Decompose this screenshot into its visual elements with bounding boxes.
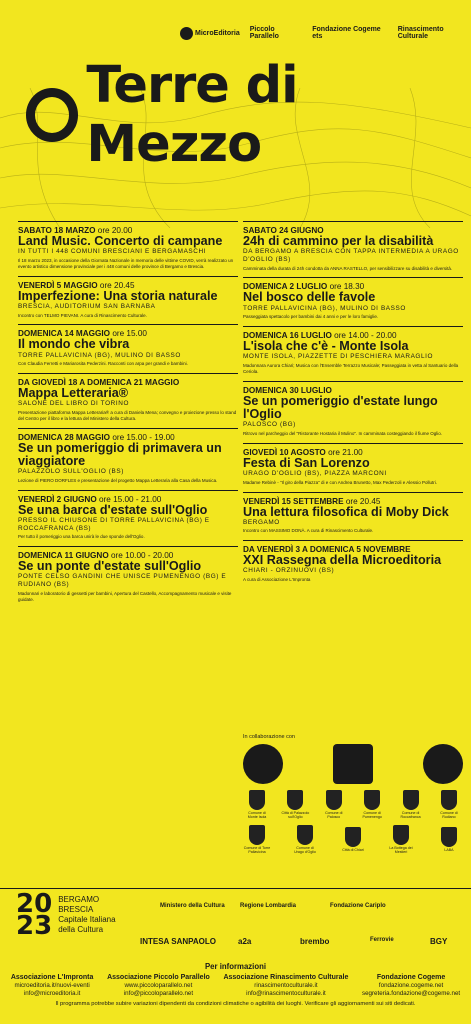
sponsor-bar (0, 888, 471, 960)
town-logo (387, 825, 415, 854)
event-title: Se una barca d'estate sull'Oglio (18, 502, 208, 517)
town-name: Comune di Torre Pallavicina (243, 846, 271, 854)
town-name: Comune di Rudiano (440, 811, 458, 819)
a2a-logo: a2a (238, 937, 252, 946)
event-divider (243, 492, 463, 493)
event-divider (243, 277, 463, 278)
town-logo (243, 825, 271, 854)
town-row-2 (243, 825, 463, 854)
event-location: PRESSO IL CHIUSONE DI TORRE PALLAVICINA (BG) E ROCCAFRANCA (BS) (18, 516, 210, 532)
partner-seal-icon (243, 744, 283, 784)
event-day: GIOVEDÌ 10 AGOSTO (243, 447, 326, 457)
event-divider (243, 326, 463, 327)
event-item[interactable] (243, 443, 463, 486)
event-title: Il mondo che vibra (18, 337, 130, 352)
event-day: SABATO 24 GIUGNO (243, 226, 324, 235)
event-divider (18, 221, 238, 222)
event-time: ore 10.00 - 20.00 (110, 551, 174, 561)
event-location: PALAZZOLO SULL'OGLIO (BS) (18, 468, 124, 476)
town-logo (358, 790, 386, 819)
event-title: Se un ponte d'estate sull'Oglio (18, 559, 202, 574)
event-location: BERGAMO (243, 518, 280, 526)
association-email[interactable]: info@microeditoria.it (23, 990, 81, 998)
event-title: Mappa Letteraria® (18, 386, 129, 401)
collaboration-section (243, 734, 463, 860)
event-location: MONTE ISOLA, PIAZZETTE DI PESCHIERA MARAGLIO (243, 353, 434, 361)
cariplo-logo: Fondazione Cariplo (330, 903, 386, 909)
town-logo (435, 827, 463, 852)
microeditoria-logo: MicroEditoria (180, 27, 240, 40)
town-crest-icon (441, 790, 457, 810)
event-divider (18, 490, 238, 491)
disclaimer: Il programma potrebbe subire variazioni dipendenti da condizioni climatiche o agibilità dei luoghi. Verificare gli aggiornamenti sui siti dedicati. (55, 1001, 416, 1008)
ministero-logo: Ministero della Cultura (160, 903, 225, 909)
event-title: Se un pomeriggio d'estate lungo l'Oglio (243, 393, 438, 421)
brembo-logo: brembo (300, 937, 330, 946)
centro-libro-logo-icon (333, 744, 373, 784)
event-divider (18, 546, 238, 547)
town-crest-icon (249, 790, 265, 810)
event-day: VENERDÌ 5 MAGGIO (18, 280, 98, 290)
town-crest-icon (345, 827, 361, 847)
town-crest-icon (393, 825, 409, 845)
event-location: PONTE CELSO GANDINI CHE UNISCE PUMENENGO (BG) E RUDIANO (BS) (18, 573, 227, 588)
event-day: DOMENICA 2 LUGLIO (243, 282, 328, 292)
collab-logo-row (243, 744, 463, 784)
event-location: PALOSCO (BG) (243, 421, 296, 429)
event-time: ore 15.00 - 21.00 (99, 494, 162, 504)
event-divider (243, 540, 463, 541)
title-text: Terre di Mezzo (86, 56, 298, 174)
event-location: SALONE DEL LIBRO DI TORINO (18, 400, 130, 408)
event-day: DOMENICA 11 GIUGNO (18, 551, 109, 561)
event-description: Lezione di PIERO DORFLES e presentazione del progetto Mappa Letteraria alla Casa della Musica. (18, 477, 218, 483)
header (0, 0, 471, 174)
event-title: XXI Rassegna della Microeditoria (243, 553, 442, 568)
event-day: SABATO 18 MARZO (18, 226, 96, 235)
event-location: IN TUTTI I 448 COMUNI BRESCIANI E BERGAMASCHI (18, 248, 207, 256)
event-day: DOMENICA 28 MAGGIO (18, 432, 111, 442)
bergamo-brescia-logo: 20 23 BERGAMO BRESCIA Capitale Italiana della Cultura (16, 889, 116, 942)
event-time: ore 18.30 (329, 282, 365, 292)
town-name: Comune di Pumenengo (362, 811, 382, 819)
event-time: ore 20.45 (99, 280, 135, 290)
town-name: Comune di Urago d'Oglio (294, 846, 316, 854)
event-description: A cura di Associazione L'Impronta (243, 577, 311, 583)
event-description: Incontro con MASSIMO DONÀ. A cura di Rinascimento Culturale. (243, 528, 374, 534)
town-name: Comune di Roccafranca (400, 811, 421, 819)
bgy-logo: BGY (430, 937, 448, 946)
town-logo (281, 790, 309, 819)
event-day: DOMENICA 30 LUGLIO (243, 385, 332, 395)
fs-logo: Ferrovie (370, 937, 394, 943)
fondazione-cogeme-logo: Fondazione Cogeme ets (312, 26, 381, 40)
event-time: ore 15.00 - 19.00 (112, 432, 175, 442)
event-location: URAGO D'OGLIO (BS), PIAZZA MARCONI (243, 469, 387, 477)
town-row-1 (243, 790, 463, 819)
event-title: 24h di cammino per la disabilità (243, 234, 434, 248)
regione-logo: Regione Lombardia (240, 903, 297, 909)
piccolo-parallelo-logo: Piccolo Parallelo (249, 26, 279, 40)
event-title: Nel bosco delle favole (243, 290, 376, 305)
partner-logos (180, 26, 471, 40)
event-time: ore 20.45 (345, 496, 381, 506)
town-name: La Bottega dei Mestieri (389, 846, 413, 854)
town-logo (320, 790, 348, 819)
town-crest-icon (287, 790, 303, 810)
event-location: TORRE PALLAVICINA (BG), MULINO DI BASSO (18, 351, 181, 359)
event-description: Madonnari e laboratorio di gessetti per bambini, Apertura del Castello, Accompagnamento musicale e visite guidate. (18, 590, 232, 602)
info-heading: Per informazioni (204, 962, 267, 971)
event-time: ore 15.00 (112, 329, 147, 339)
event-description: Con Claudia Ferretti e Mariarosita Pederzini. Racconti con arpa per grandi e bambini. (18, 361, 188, 367)
event-item[interactable] (18, 276, 238, 319)
event-description: Madonnara Aurora Chiari; Musica con l'Ensemble Terrazzo Musicale; Passeggiata in vetta al Santuario della Ceriola. (243, 363, 459, 374)
association-contact (11, 973, 94, 998)
town-name: Comune di Monte Isola (247, 811, 267, 819)
event-divider (243, 443, 463, 444)
event-divider (243, 381, 463, 382)
event-item[interactable] (243, 492, 463, 535)
town-logo (339, 827, 367, 852)
association-contact (223, 973, 348, 998)
event-divider (18, 428, 238, 429)
event-time: ore 14.00 - 20.00 (334, 331, 397, 341)
association-contact (362, 973, 460, 998)
association-site[interactable]: www.piccoloparallelo.net (124, 982, 193, 990)
event-description: Passeggiata spettacolo per bambini dai 4 anni e per le loro famiglie. (243, 314, 379, 320)
event-divider (18, 276, 238, 277)
town-name: LABA (444, 848, 454, 852)
association-contact (107, 973, 210, 998)
town-crest-icon (326, 790, 342, 810)
event-day: DOMENICA 16 LUGLIO (243, 331, 332, 341)
association-site[interactable]: microeditoria.it/nuovi-eventi (14, 982, 90, 990)
event-day: VENERDÌ 15 SETTEMBRE (243, 496, 344, 506)
association-name: Associazione L'Impronta (10, 974, 94, 981)
association-email[interactable]: info@piccoloparallelo.net (123, 990, 194, 998)
event-item[interactable] (243, 381, 463, 437)
events-right-column (243, 218, 463, 589)
association-email[interactable]: info@rinascimentoculturale.it (246, 990, 326, 998)
event-description: Il 18 marzo 2023, in occasione della Giornata Nazionale in memoria delle vittime COVID, verrà realizzato un evento artistico dimensione provinciale per i 448 comuni delle province di Bergamo e Brescia. (18, 257, 234, 269)
town-name: Comune di Palosco (325, 811, 343, 819)
association-site[interactable]: rinascimentoculturale.it (254, 982, 318, 990)
rinascimento-logo: Rinascimento Culturale (397, 26, 444, 40)
association-name: Associazione Rinascimento Culturale (223, 974, 349, 981)
event-description: Incontro con TELMO PIEVANI. A cura di Rinascimento Culturale. (18, 312, 147, 318)
association-name: Fondazione Cogeme (376, 974, 446, 981)
event-day: DA VENERDÌ 3 A DOMENICA 5 NOVEMBRE (243, 545, 411, 555)
event-item[interactable] (243, 326, 463, 375)
page-title (26, 56, 471, 174)
event-location: CHIARI - ORZINUOVI (BS) (243, 567, 335, 575)
event-item[interactable] (18, 221, 238, 270)
town-crest-icon (364, 790, 380, 810)
event-location: TORRE PALLAVICINA (BG), MULINO DI BASSO (243, 304, 406, 312)
microeditoria-icon (180, 27, 193, 40)
town-crest-icon (441, 827, 457, 847)
year-mark: 20 23 (16, 889, 53, 942)
event-location: BRESCIA, AUDITORIUM SAN BARNABA (18, 302, 156, 310)
association-site[interactable]: fondazione.cogeme.net (378, 982, 444, 990)
event-title: Festa di San Lorenzo (243, 455, 370, 470)
association-name: Associazione Piccolo Parallelo (107, 974, 210, 981)
event-description: Camminata della durata di 24h condotta da ANNA RASTELLO, per sensibilizzare su disabilità e diversità. (243, 265, 453, 271)
event-title: Se un pomeriggio di primavera un viaggiatore (18, 440, 222, 468)
town-logo (397, 790, 425, 819)
circle-logo-icon (26, 88, 78, 142)
town-logo (291, 825, 319, 854)
town-logo (243, 790, 271, 819)
event-divider (243, 221, 463, 222)
town-crest-icon (297, 825, 313, 845)
event-location: DA BERGAMO A BRESCIA CON TAPPA INTERMEDIA A URAGO D'OGLIO (BS) (243, 248, 459, 263)
event-title: L'isola che c'è - Monte Isola (243, 339, 409, 354)
intesa-logo: INTESA SANPAOLO (140, 937, 217, 946)
event-item[interactable] (18, 428, 238, 484)
event-title: Imperfezione: Una storia naturale (18, 288, 218, 303)
event-time: ore 20.00 (97, 226, 133, 235)
event-day: VENERDÌ 2 GIUGNO (18, 494, 97, 504)
event-item[interactable] (243, 540, 463, 583)
town-crest-icon (249, 825, 265, 845)
event-title: Una lettura filosofica di Moby Dick (243, 504, 449, 519)
event-divider (18, 373, 238, 374)
event-description: Per tutto il pomeriggio una barca unirà le due sponde dell'Oglio. (18, 534, 145, 540)
town-logo (435, 790, 463, 819)
event-item[interactable] (18, 324, 238, 367)
town-name: Città di Chiari (342, 848, 364, 852)
event-item[interactable] (243, 221, 463, 271)
association-email[interactable]: segreteria.fondazione@cogeme.net (362, 990, 461, 998)
event-description: Presentazione piattaforma Mappa Letteraria® a cura di Daniela Mena; convegno e proiezione presso lo stand del Centro per il libro e la lettura del Ministero della Cultura. (18, 410, 237, 421)
event-description: Madame Rebinè - "Il giro della Piazza" di e con Andrea Brunetto, Max Pederzoli e Alessio Pollutri. (243, 479, 438, 485)
event-time: ore 21.00 (328, 447, 363, 457)
town-crest-icon (403, 790, 419, 810)
event-day: DA GIOVEDÌ 18 A DOMENICA 21 MAGGIO (18, 378, 180, 388)
event-description: Ritrovo nel parcheggio del "Ristorante Hostaria il Mulino". In camminata costeggiando il fiume Oglio. (243, 430, 443, 436)
collab-heading: In collaborazione con (243, 734, 295, 740)
event-item[interactable] (243, 277, 463, 320)
event-title: Land Music. Concerto di campane (18, 234, 223, 248)
info-footer (0, 962, 471, 1007)
events-left-column (18, 218, 238, 608)
associations (0, 973, 471, 998)
event-day: DOMENICA 14 MAGGIO (18, 329, 111, 339)
event-divider (18, 324, 238, 325)
town-name: Città di Palazzolo sull'Oglio (281, 811, 310, 819)
event-item[interactable] (18, 490, 238, 540)
event-item[interactable] (18, 546, 238, 602)
event-item[interactable] (18, 373, 238, 422)
crema-logo-icon (423, 744, 463, 784)
